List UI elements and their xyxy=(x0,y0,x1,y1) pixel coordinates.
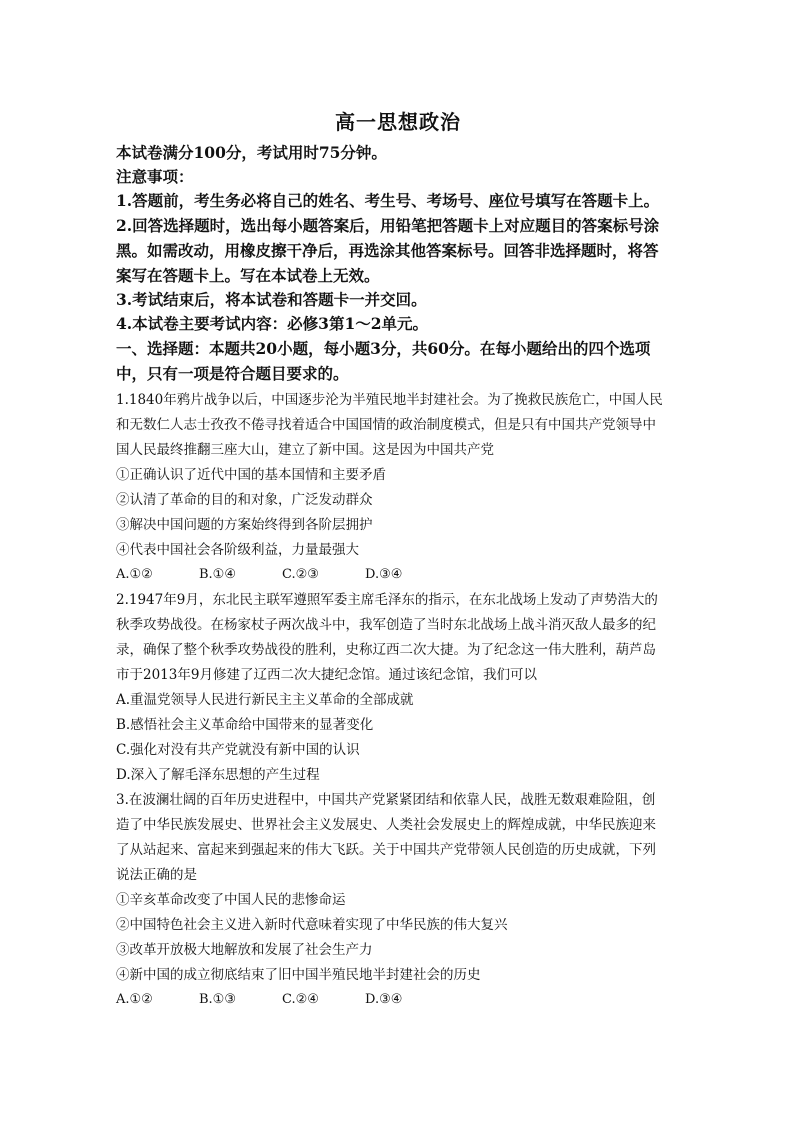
note-line: 1.答题前，考生务必将自己的姓名、考生号、考场号、座位号填写在答题卡上。 xyxy=(116,191,660,210)
note-line: 4.本试卷主要考试内容：必修3第1～2单元。 xyxy=(116,314,429,333)
question-2-text: 2.1947年9月，东北民主联军遵照军委主席毛泽东的指示，在东北战场上发动了声势浩大的 xyxy=(116,592,658,608)
question-1-statement: ②认清了革命的目的和对象，广泛发动群众 xyxy=(116,492,373,508)
note-line: 2.回答选择题时，选出每小题答案后，用铅笔把答题卡上对应题目的答案标号涂 xyxy=(116,216,660,235)
question-3-text: 造了中华民族发展史、世界社会主义发展史、人类社会发展史上的辉煌成就，中华民族迎来 xyxy=(116,817,656,833)
option-d: D.③④ xyxy=(365,992,403,1007)
option-c: C.强化对没有共产党就没有新中国的认识 xyxy=(116,742,360,758)
section-heading: 一、选择题：本题共20小题，每小题3分，共60分。在每小题给出的四个选项 xyxy=(116,339,651,358)
option-c: C.②③ xyxy=(282,567,319,582)
question-1-statement: ④代表中国社会各阶级利益，力量最强大 xyxy=(116,542,359,558)
option-a: A.重温党领导人民进行新民主主义革命的全部成就 xyxy=(116,692,414,708)
exam-title: 高一思想政治 xyxy=(335,110,461,134)
option-b: B.感悟社会主义革命给中国带来的显著变化 xyxy=(116,717,374,733)
question-3-options xyxy=(116,991,402,1009)
option-a: A.①② xyxy=(116,992,153,1007)
option-c: C.②④ xyxy=(282,992,319,1007)
question-1-statement: ①正确认识了近代中国的基本国情和主要矛盾 xyxy=(116,467,386,483)
question-1-text: 1.1840年鸦片战争以后，中国逐步沦为半殖民地半封建社会。为了挽救民族危亡，中国人民 xyxy=(116,392,663,408)
question-3-statement: ③改革开放极大地解放和发展了社会生产力 xyxy=(116,942,373,958)
question-1-options xyxy=(116,566,402,584)
section-heading: 中，只有一项是符合题目要求的。 xyxy=(116,364,349,383)
score-line: 本试卷满分100分，考试用时75分钟。 xyxy=(116,143,387,162)
note-line: 黑。如需改动，用橡皮擦干净后，再选涂其他答案标号。回答非选择题时，将答 xyxy=(116,241,659,260)
question-1-text: 和无数仁人志士孜孜不倦寻找着适合中国国情的政治制度模式，但是只有中国共产党领导中 xyxy=(116,417,656,433)
question-2-text: 录，确保了整个秋季攻势战役的胜利，史称辽西二次大捷。为了纪念这一伟大胜利，葫芦岛 xyxy=(116,642,656,658)
question-1-statement: ③解决中国问题的方案始终得到各阶层拥护 xyxy=(116,517,373,533)
question-3-statement: ④新中国的成立彻底结束了旧中国半殖民地半封建社会的历史 xyxy=(116,967,481,983)
question-3-statement: ①辛亥革命改变了中国人民的悲惨命运 xyxy=(116,892,346,908)
option-a: A.①② xyxy=(116,567,153,582)
question-3-text: 说法正确的是 xyxy=(116,867,197,883)
note-line: 3.考试结束后，将本试卷和答题卡一并交回。 xyxy=(116,290,427,309)
option-b: B.①③ xyxy=(199,992,236,1007)
option-b: B.①④ xyxy=(199,567,236,582)
note-line: 案写在答题卡上。写在本试卷上无效。 xyxy=(116,266,380,285)
question-2-text: 秋季攻势战役。在杨家杖子两次战斗中，我军创造了当时东北战场上战斗消灭敌人最多的纪 xyxy=(116,617,656,633)
option-d: D.深入了解毛泽东思想的产生过程 xyxy=(116,767,320,783)
option-d: D.③④ xyxy=(365,567,403,582)
question-3-statement: ②中国特色社会主义进入新时代意味着实现了中华民族的伟大复兴 xyxy=(116,917,508,933)
question-2-text: 市于2013年9月修建了辽西二次大捷纪念馆。通过该纪念馆，我们可以 xyxy=(116,667,537,683)
question-3-text: 3.在波澜壮阔的百年历史进程中，中国共产党紧紧团结和依靠人民，战胜无数艰难险阻，创 xyxy=(116,792,656,808)
question-3-text: 了从站起来、富起来到强起来的伟大飞跃。关于中国共产党带领人民创造的历史成就，下列 xyxy=(116,842,656,858)
notice-label: 注意事项： xyxy=(116,167,194,186)
question-1-text: 国人民最终推翻三座大山，建立了新中国。这是因为中国共产党 xyxy=(116,442,494,458)
